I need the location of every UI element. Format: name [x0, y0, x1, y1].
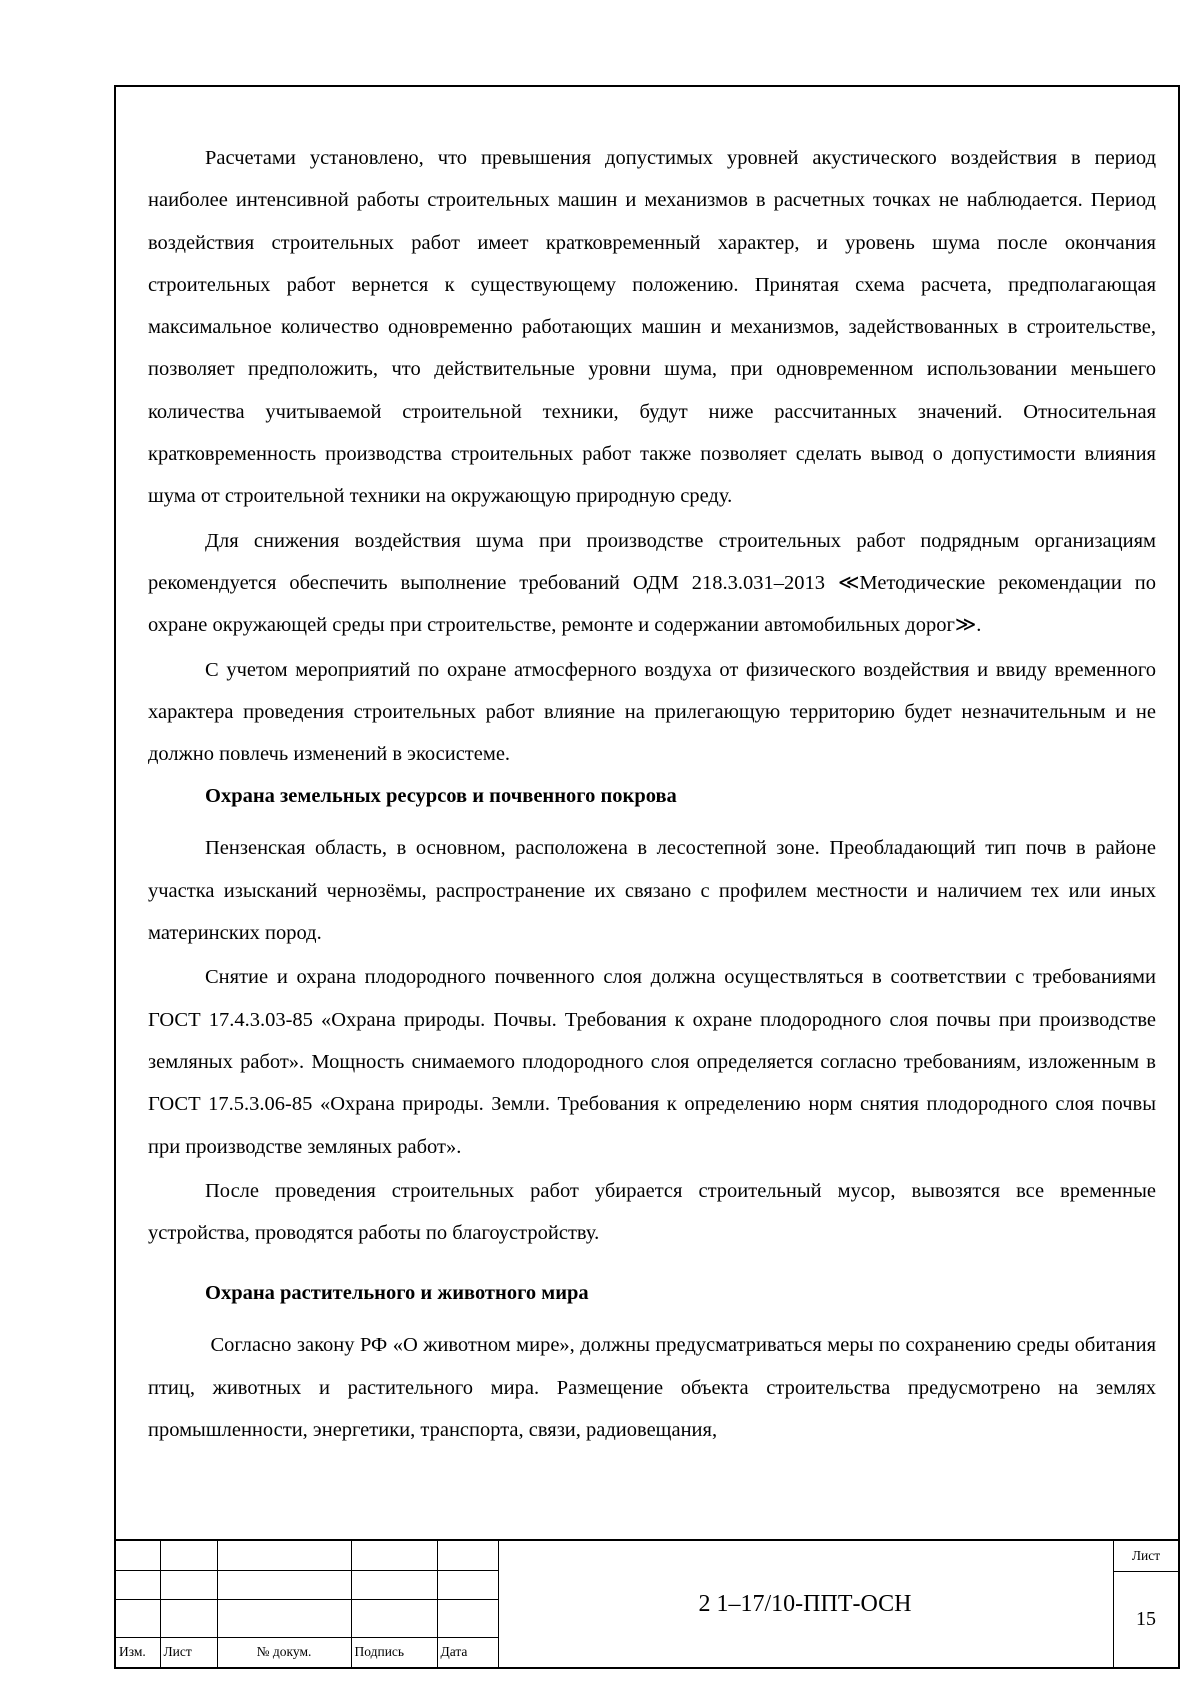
stamp-cell — [217, 1541, 351, 1570]
section-heading-soil: Охрана земельных ресурсов и почвенного покрова — [205, 785, 677, 808]
paragraph-soil-gost: Снятие и охрана плодородного почвенного слоя должна осуществляться в соответствии с требованиями ГОСТ 17.4.3.03-85 «Охрана природы. Почвы. Требования к охране плодородного слоя почвы при производстве земляных работ». Мощность снимаемого плодородного слоя определяется согласно требованиям, изложенным в ГОСТ 17.5.3.06-85 «Охрана природы. Земли. Требования к определению норм снятия плодородного слоя почвы при производстве земляных работ». — [148, 966, 1156, 1158]
stamp-cell — [116, 1599, 160, 1637]
title-block-stamp — [116, 1539, 1178, 1667]
stamp-cell — [351, 1541, 437, 1570]
stamp-cell — [217, 1599, 351, 1637]
stamp-cell — [217, 1570, 351, 1599]
stamp-cell — [160, 1599, 217, 1637]
stamp-cell — [351, 1599, 437, 1637]
paragraph-soil-cleanup: После проведения строительных работ убирается строительный мусор, вывозятся все временные устройства, проводятся работы по благоустройству. — [148, 1179, 1156, 1245]
stamp-header-doc: № докум. — [217, 1637, 351, 1667]
stamp-header-date: Дата — [437, 1637, 498, 1667]
document-body — [148, 137, 1162, 1451]
stamp-cell — [351, 1570, 437, 1599]
stamp-cell — [116, 1570, 160, 1599]
stamp-cell — [437, 1541, 498, 1570]
document-code: 2 1–17/10-ППТ-ОСН — [698, 1590, 912, 1617]
stamp-cell — [116, 1541, 160, 1570]
stamp-header-sign: Подпись — [351, 1637, 437, 1667]
paragraph-noise-recommendations: Для снижения воздействия шума при производстве строительных работ подрядным организациям рекомендуется обеспечить выполнение требований ОДМ 218.3.031–2013 ≪Методические рекомендации по охране окружающей среды при строительстве, ремонте и содержании автомобильных дорог≫. — [148, 529, 1156, 637]
stamp-cell — [160, 1570, 217, 1599]
stamp-cell — [437, 1570, 498, 1599]
stamp-cell — [437, 1599, 498, 1637]
paragraph-noise-calculation: Расчетами установлено, что превышения допустимых уровней акустического воздействия в период наиболее интенсивной работы строительных машин и механизмов в расчетных точках не наблюдается. Период воздействия строительных работ имеет кратковременный характер, и уровень шума после окончания строительных работ вернется к существующему положению. Принятая схема расчета, предполагающая максимальное количество одновременно работающих машин и механизмов, задействованных в строительстве, позволяет предположить, что действительные уровни шума, при одновременном использовании меньшего количества учитываемой строительной техники, будут ниже рассчитанных значений. Относительная кратковременность производства строительных работ также позволяет сделать вывод о допустимости влияния шума от строительной техники на окружающую природную среду. — [148, 147, 1156, 508]
page-frame — [114, 85, 1180, 1669]
paragraph-soil-region: Пензенская область, в основном, расположена в лесостепной зоне. Преобладающий тип почв в районе участка изысканий чернозёмы, распространение их связано с профилем местности и наличием тех или иных материнских пород. — [148, 837, 1156, 945]
sheet-box — [1113, 1541, 1178, 1667]
sheet-number: 15 — [1136, 1607, 1156, 1630]
stamp-revision-table — [116, 1541, 499, 1667]
paragraph-noise-conclusion: С учетом мероприятий по охране атмосферного воздуха от физического воздействия и ввиду временного характера проведения строительных работ влияние на прилегающую территорию будет незначительным и не должно повлечь изменений в экосистеме. — [148, 658, 1156, 766]
stamp-header-izm: Изм. — [116, 1637, 160, 1667]
stamp-cell — [160, 1541, 217, 1570]
section-heading-flora: Охрана растительного и животного мира — [205, 1282, 589, 1305]
paragraph-flora-law: Согласно закону РФ «О животном мире», должны предусматриваться меры по сохранению среды обитания птиц, животных и растительного мира. Размещение объекта строительства предусмотрено на землях промышленности, энергетики, транспорта, связи, радиовещания, — [148, 1334, 1162, 1442]
sheet-label: Лист — [1114, 1541, 1178, 1572]
stamp-header-list: Лист — [160, 1637, 217, 1667]
